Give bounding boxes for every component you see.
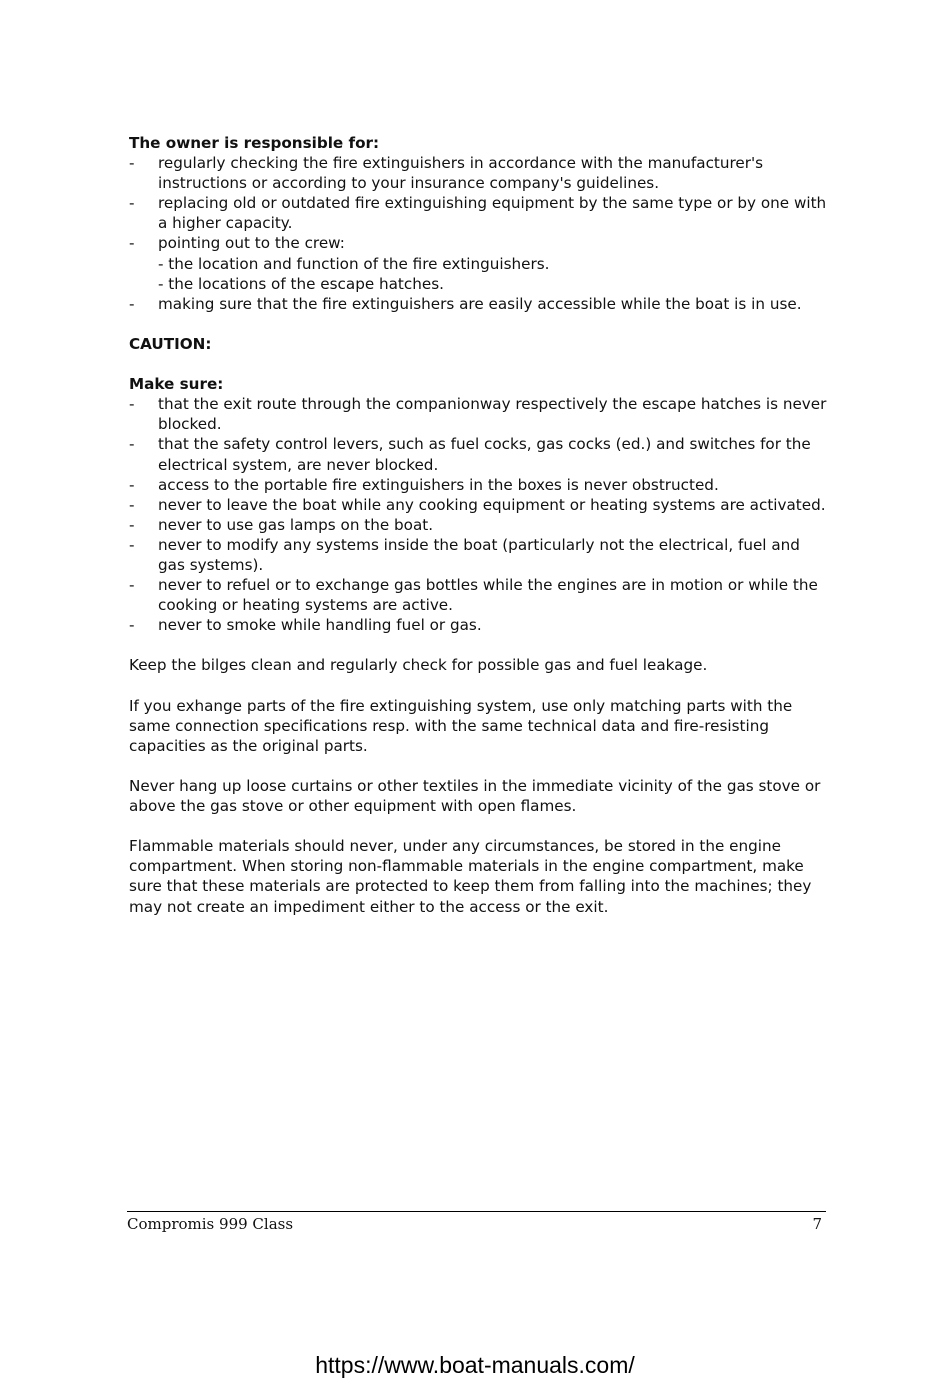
list-item [129,233,829,293]
page-footer [127,1211,826,1233]
list-item: - never to leave the boat while any cooking equipment or heating systems are activated. [129,495,829,515]
paragraph-curtains: Never hang up loose curtains or other textiles in the immediate vicinity of the gas stove or above the gas stove or other equipment with open flames. [129,777,821,816]
paragraph-bilges: Keep the bilges clean and regularly check for possible gas and fuel leakage. [129,656,708,675]
footer-title: Compromis 999 Class [127,1215,294,1233]
list-item: - access to the portable fire extinguishers in the boxes is never obstructed. [129,475,829,495]
watermark-url[interactable]: https://www.boat-manuals.com/ [315,1352,635,1378]
owner-heading: The owner is responsible for: [129,134,380,152]
list-item: - replacing old or outdated fire extinguishing equipment by the same type or by one with a higher capacity. [129,193,829,233]
crew-subitem: - the locations of the escape hatches. [158,274,444,293]
crew-subitem: - the location and function of the fire extinguishers. [158,254,550,273]
list-item: - never to modify any systems inside the boat (particularly not the electrical, fuel and gas systems). [129,535,829,575]
list-item: - never to smoke while handling fuel or gas. [129,615,829,635]
make-sure-heading: Make sure: [129,375,224,394]
list-item: - that the exit route through the companionway respectively the escape hatches is never blocked. [129,394,829,434]
caution-heading: CAUTION: [129,334,212,353]
list-item: - making sure that the fire extinguishers are easily accessible while the boat is in use. [129,294,829,314]
paragraph-flammable: Flammable materials should never, under any circumstances, be stored in the engine compartment. When storing non-flammable materials in the engine compartment, make sure that these materials are protected to keep them from falling into the machines; they may not create an impediment either to the access or the exit. [129,837,812,916]
make-sure-list [129,394,829,635]
list-item: - never to use gas lamps on the boat. [129,515,829,535]
list-item: - that the safety control levers, such as fuel cocks, gas cocks (ed.) and switches for the electrical system, are never blocked. [129,434,829,474]
paragraph-parts: If you exhange parts of the fire extinguishing system, use only matching parts with the same connection specifications resp. with the same technical data and fire-resisting capacities as the original parts. [129,696,793,755]
list-item: - regularly checking the fire extinguishers in accordance with the manufacturer's instructions or according to your insurance company's guidelines. [129,153,829,193]
page-content [129,133,829,917]
list-item: - never to refuel or to exchange gas bottles while the engines are in motion or while the cooking or heating systems are active. [129,575,829,615]
crew-item-label: pointing out to the crew: [158,234,345,253]
owner-list [129,153,829,314]
page-number: 7 [812,1215,822,1233]
